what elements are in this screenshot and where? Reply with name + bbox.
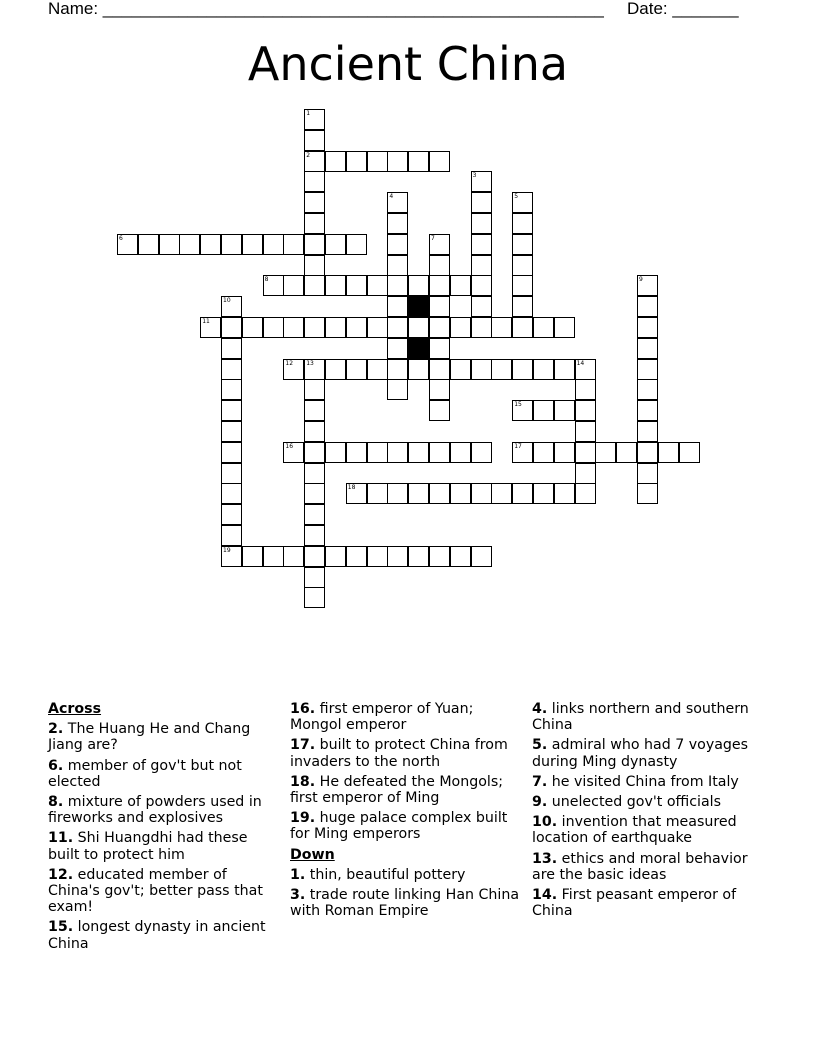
grid-cell[interactable] [304, 587, 325, 608]
grid-cell[interactable] [387, 338, 408, 359]
grid-cell[interactable] [679, 442, 700, 463]
grid-cell[interactable] [367, 483, 388, 504]
clue-list [48, 701, 788, 961]
clue-number-label: 18 [347, 484, 356, 492]
grid-cell[interactable] [471, 171, 492, 192]
grid-cell[interactable] [637, 338, 658, 359]
clue-across-16 [290, 701, 522, 733]
grid-cell[interactable] [637, 463, 658, 484]
clue-number-label: 13 [306, 359, 314, 367]
clue-text: huge palace complex built for Ming emperors [290, 810, 508, 843]
grid-cell[interactable] [367, 275, 388, 296]
grid-cell[interactable] [179, 234, 200, 255]
grid-cell[interactable] [346, 275, 367, 296]
clue-number-label: 12 [285, 359, 294, 367]
clue-number: 14. [532, 887, 558, 904]
across-heading: Across [48, 701, 102, 717]
grid-cell[interactable] [221, 317, 242, 338]
clue-text: first emperor of Yuan; Mongol emperor [290, 701, 474, 734]
grid-cell[interactable] [471, 296, 492, 317]
grid-cell[interactable] [450, 442, 471, 463]
grid-cell[interactable] [367, 442, 388, 463]
grid-cell[interactable] [387, 379, 408, 400]
grid-cell[interactable] [387, 359, 408, 380]
clue-number: 17. [290, 737, 316, 754]
grid-cell[interactable] [408, 151, 429, 172]
clue-number: 10. [532, 814, 558, 831]
grid-cell[interactable] [533, 400, 554, 421]
grid-cell[interactable] [429, 546, 450, 567]
clue-number: 6. [48, 757, 64, 774]
grid-cell[interactable] [221, 234, 242, 255]
grid-cell[interactable] [346, 151, 367, 172]
grid-cell[interactable] [387, 317, 408, 338]
grid-cell[interactable] [637, 400, 658, 421]
grid-cell[interactable] [304, 504, 325, 525]
clue-column-1 [48, 701, 280, 956]
grid-cell[interactable] [512, 400, 533, 421]
grid-cell[interactable] [637, 421, 658, 442]
grid-cell[interactable] [346, 234, 367, 255]
grid-cell[interactable] [221, 483, 242, 504]
grid-cell[interactable] [471, 234, 492, 255]
grid-cell[interactable] [637, 275, 658, 296]
grid-cell[interactable] [304, 130, 325, 151]
grid-cell[interactable] [221, 504, 242, 525]
clue-number-label: 16 [285, 442, 294, 450]
grid-cell[interactable] [450, 483, 471, 504]
grid-cell[interactable] [117, 234, 138, 255]
grid-cell[interactable] [325, 234, 346, 255]
grid-cell[interactable] [221, 400, 242, 421]
grid-cell[interactable] [283, 275, 304, 296]
grid-cell[interactable] [533, 359, 554, 380]
grid-cell[interactable] [575, 379, 596, 400]
clue-number-label: 5 [514, 193, 519, 201]
grid-cell[interactable] [221, 463, 242, 484]
clue-text: admiral who had 7 voyages during Ming dynasty [532, 737, 749, 770]
grid-cell[interactable] [554, 483, 575, 504]
clue-number-label: 14 [576, 359, 585, 367]
grid-cell[interactable] [491, 359, 512, 380]
grid-cell[interactable] [263, 234, 284, 255]
clue-text: he visited China from Italy [551, 773, 739, 790]
clue-number-label: 8 [264, 276, 269, 284]
clue-number-label: 10 [223, 297, 231, 305]
clue-text: ethics and moral behavior are the basic ideas [532, 850, 748, 883]
clue-number-label: 17 [514, 442, 522, 450]
clue-text: invention that measured location of earthquake [532, 814, 737, 847]
grid-cell[interactable] [533, 483, 554, 504]
clue-down-4 [532, 701, 764, 733]
clue-down-13 [532, 851, 764, 883]
grid-cell[interactable] [325, 442, 346, 463]
grid-cell[interactable] [471, 192, 492, 213]
grid-cell[interactable] [346, 442, 367, 463]
clue-number-label: 2 [306, 151, 311, 159]
clue-number-label: 15 [514, 401, 522, 409]
grid-cell[interactable] [304, 442, 325, 463]
grid-cell[interactable] [471, 213, 492, 234]
grid-cell[interactable] [304, 171, 325, 192]
grid-cell[interactable] [304, 234, 325, 255]
clue-across-8 [48, 794, 280, 826]
grid-cell[interactable] [533, 317, 554, 338]
grid-cell[interactable] [429, 379, 450, 400]
grid-cell[interactable] [304, 567, 325, 588]
grid-cell[interactable] [304, 483, 325, 504]
grid-cell[interactable] [450, 359, 471, 380]
grid-cell[interactable] [450, 275, 471, 296]
clue-text: He defeated the Mongols; first emperor of Ming [290, 773, 504, 807]
grid-cell[interactable] [200, 234, 221, 255]
grid-cell[interactable] [367, 359, 388, 380]
grid-cell[interactable] [138, 234, 159, 255]
clue-text: The Huang He and Chang Jiang are? [48, 721, 251, 754]
clue-across-17 [290, 737, 522, 769]
black-cell [408, 296, 429, 317]
grid-cell[interactable] [408, 483, 429, 504]
grid-cell[interactable] [304, 421, 325, 442]
clue-text: thin, beautiful pottery [309, 866, 466, 883]
grid-cell[interactable] [491, 483, 512, 504]
clue-across-12 [48, 867, 280, 916]
clue-text: longest dynasty in ancient China [48, 919, 266, 952]
grid-cell[interactable] [304, 192, 325, 213]
grid-cell[interactable] [387, 151, 408, 172]
grid-cell[interactable] [637, 317, 658, 338]
grid-cell[interactable] [512, 317, 533, 338]
grid-cell[interactable] [554, 359, 575, 380]
grid-cell[interactable] [221, 442, 242, 463]
clue-number: 13. [532, 850, 558, 867]
grid-cell[interactable] [429, 151, 450, 172]
clue-number-label: 6 [119, 234, 123, 242]
grid-cell[interactable] [242, 317, 263, 338]
grid-cell[interactable] [575, 463, 596, 484]
clue-column-3 [532, 701, 764, 923]
grid-cell[interactable] [221, 421, 242, 442]
grid-cell[interactable] [304, 213, 325, 234]
grid-cell[interactable] [637, 379, 658, 400]
clue-down-5 [532, 737, 764, 769]
grid-cell[interactable] [387, 296, 408, 317]
grid-cell[interactable] [387, 192, 408, 213]
grid-cell[interactable] [512, 483, 533, 504]
grid-cell[interactable] [221, 359, 242, 380]
grid-cell[interactable] [575, 400, 596, 421]
grid-cell[interactable] [387, 234, 408, 255]
grid-cell[interactable] [304, 463, 325, 484]
clue-text: educated member of China's gov't; better pass that exam! [48, 866, 263, 916]
grid-cell[interactable] [512, 192, 533, 213]
clue-text: Shi Huangdhi had these built to protect him [48, 830, 248, 863]
clue-number: 7. [532, 773, 548, 790]
grid-cell[interactable] [450, 317, 471, 338]
black-cell [408, 338, 429, 359]
clue-down-9 [532, 794, 764, 810]
grid-cell[interactable] [221, 379, 242, 400]
grid-cell[interactable] [471, 317, 492, 338]
clue-number-label: 4 [389, 193, 394, 201]
grid-cell[interactable] [637, 296, 658, 317]
grid-cell[interactable] [554, 317, 575, 338]
clue-down-10 [532, 814, 764, 846]
clue-text: mixture of powders used in fireworks and explosives [48, 794, 262, 827]
grid-cell[interactable] [242, 234, 263, 255]
clue-number-label: 7 [431, 234, 435, 242]
grid-cell[interactable] [283, 546, 304, 567]
clue-number: 12. [48, 866, 74, 883]
grid-cell[interactable] [429, 296, 450, 317]
grid-cell[interactable] [387, 213, 408, 234]
grid-cell[interactable] [304, 109, 325, 130]
clue-column-2 [290, 701, 522, 923]
grid-cell[interactable] [512, 213, 533, 234]
clue-across-19 [290, 810, 522, 842]
grid-cell[interactable] [159, 234, 180, 255]
clue-number-label: 1 [306, 110, 311, 117]
grid-cell[interactable] [304, 400, 325, 421]
grid-cell[interactable] [595, 442, 616, 463]
grid-cell[interactable] [325, 546, 346, 567]
grid-cell[interactable] [304, 379, 325, 400]
grid-cell[interactable] [263, 546, 284, 567]
clue-number: 1. [290, 866, 306, 883]
page-title: Ancient China [247, 37, 569, 91]
grid-cell[interactable] [429, 359, 450, 380]
grid-cell[interactable] [408, 442, 429, 463]
clue-number: 9. [532, 794, 548, 811]
clue-down-7 [532, 774, 764, 790]
grid-cell[interactable] [304, 525, 325, 546]
clue-text: unelected gov't officials [551, 794, 721, 811]
grid-cell[interactable] [575, 483, 596, 504]
clue-number: 19. [290, 810, 316, 827]
grid-cell[interactable] [533, 442, 554, 463]
grid-cell[interactable] [325, 275, 346, 296]
clue-number: 11. [48, 830, 74, 847]
grid-cell[interactable] [429, 255, 450, 276]
name-field[interactable]: Name: _____________________________________________________ [48, 0, 604, 18]
grid-cell[interactable] [429, 234, 450, 255]
grid-cell[interactable] [616, 442, 637, 463]
clue-down-3 [290, 887, 522, 919]
grid-cell[interactable] [512, 442, 533, 463]
grid-cell[interactable] [221, 296, 242, 317]
grid-cell[interactable] [304, 317, 325, 338]
grid-cell[interactable] [658, 442, 679, 463]
grid-cell[interactable] [221, 546, 242, 567]
clue-number-label: 3 [472, 172, 477, 180]
grid-cell[interactable] [471, 275, 492, 296]
grid-cell[interactable] [554, 400, 575, 421]
clue-text: First peasant emperor of China [532, 887, 737, 920]
grid-cell[interactable] [429, 275, 450, 296]
clue-text: member of gov't but not elected [48, 757, 242, 790]
clue-across-11 [48, 830, 280, 862]
grid-cell[interactable] [408, 359, 429, 380]
clue-number-label: 19 [223, 546, 231, 554]
grid-cell[interactable] [471, 442, 492, 463]
grid-cell[interactable] [325, 359, 346, 380]
clue-down-1 [290, 867, 522, 883]
grid-cell[interactable] [221, 338, 242, 359]
grid-cell[interactable] [387, 442, 408, 463]
clue-number: 16. [290, 701, 316, 717]
grid-cell[interactable] [221, 525, 242, 546]
grid-cell[interactable] [512, 255, 533, 276]
grid-cell[interactable] [346, 546, 367, 567]
clue-text: trade route linking Han China with Roman Empire [290, 887, 520, 920]
grid-cell[interactable] [283, 317, 304, 338]
grid-cell[interactable] [429, 400, 450, 421]
grid-cell[interactable] [304, 255, 325, 276]
clue-text: links northern and southern China [532, 701, 749, 734]
grid-cell[interactable] [429, 442, 450, 463]
grid-cell[interactable] [387, 275, 408, 296]
grid-cell[interactable] [387, 483, 408, 504]
grid-cell[interactable] [346, 317, 367, 338]
clue-across-2 [48, 721, 280, 753]
grid-cell[interactable] [450, 546, 471, 567]
grid-cell[interactable] [367, 151, 388, 172]
grid-cell[interactable] [491, 317, 512, 338]
grid-cell[interactable] [408, 317, 429, 338]
date-field[interactable]: Date: _______ [627, 0, 739, 18]
clue-across-6 [48, 758, 280, 790]
grid-cell[interactable] [242, 546, 263, 567]
grid-cell[interactable] [512, 359, 533, 380]
grid-cell[interactable] [429, 338, 450, 359]
grid-cell[interactable] [346, 359, 367, 380]
grid-cell[interactable] [200, 317, 221, 338]
header [48, 0, 748, 20]
grid-cell[interactable] [471, 255, 492, 276]
clue-across-18 [290, 774, 522, 806]
grid-cell[interactable] [387, 546, 408, 567]
clue-number: 2. [48, 721, 64, 738]
grid-cell[interactable] [429, 317, 450, 338]
grid-cell[interactable] [512, 296, 533, 317]
grid-cell[interactable] [637, 442, 658, 463]
clue-number-label: 9 [639, 276, 643, 284]
grid-cell[interactable] [554, 442, 575, 463]
clue-number-label: 11 [202, 318, 210, 325]
grid-cell[interactable] [367, 317, 388, 338]
clue-across-15 [48, 919, 280, 951]
grid-cell[interactable] [575, 359, 596, 380]
clue-number: 3. [290, 887, 306, 904]
grid-cell[interactable] [575, 421, 596, 442]
grid-cell[interactable] [471, 359, 492, 380]
grid-cell[interactable] [575, 442, 596, 463]
clue-number: 15. [48, 919, 74, 936]
grid-cell[interactable] [283, 234, 304, 255]
down-heading: Down [290, 846, 335, 863]
clue-text: built to protect China from invaders to the north [290, 737, 508, 770]
grid-cell[interactable] [429, 483, 450, 504]
grid-cell[interactable] [512, 234, 533, 255]
grid-cell[interactable] [471, 546, 492, 567]
grid-cell[interactable] [512, 275, 533, 296]
clue-number: 8. [48, 794, 64, 811]
clue-number: 4. [532, 701, 548, 717]
grid-cell[interactable] [325, 317, 346, 338]
grid-cell[interactable] [637, 359, 658, 380]
grid-cell[interactable] [304, 546, 325, 567]
grid-cell[interactable] [408, 275, 429, 296]
grid-cell[interactable] [304, 151, 325, 172]
grid-cell[interactable] [283, 359, 304, 380]
grid-cell[interactable] [283, 442, 304, 463]
grid-cell[interactable] [263, 317, 284, 338]
grid-cell[interactable] [325, 151, 346, 172]
grid-cell[interactable] [304, 359, 325, 380]
grid-cell[interactable] [387, 255, 408, 276]
grid-cell[interactable] [304, 275, 325, 296]
grid-cell[interactable] [408, 546, 429, 567]
clue-down-14 [532, 887, 764, 919]
grid-cell[interactable] [637, 483, 658, 504]
clue-number: 18. [290, 773, 316, 790]
grid-cell[interactable] [367, 546, 388, 567]
grid-cell[interactable] [471, 483, 492, 504]
grid-cell[interactable] [346, 483, 367, 504]
clue-number: 5. [532, 737, 548, 754]
grid-cell[interactable] [263, 275, 284, 296]
